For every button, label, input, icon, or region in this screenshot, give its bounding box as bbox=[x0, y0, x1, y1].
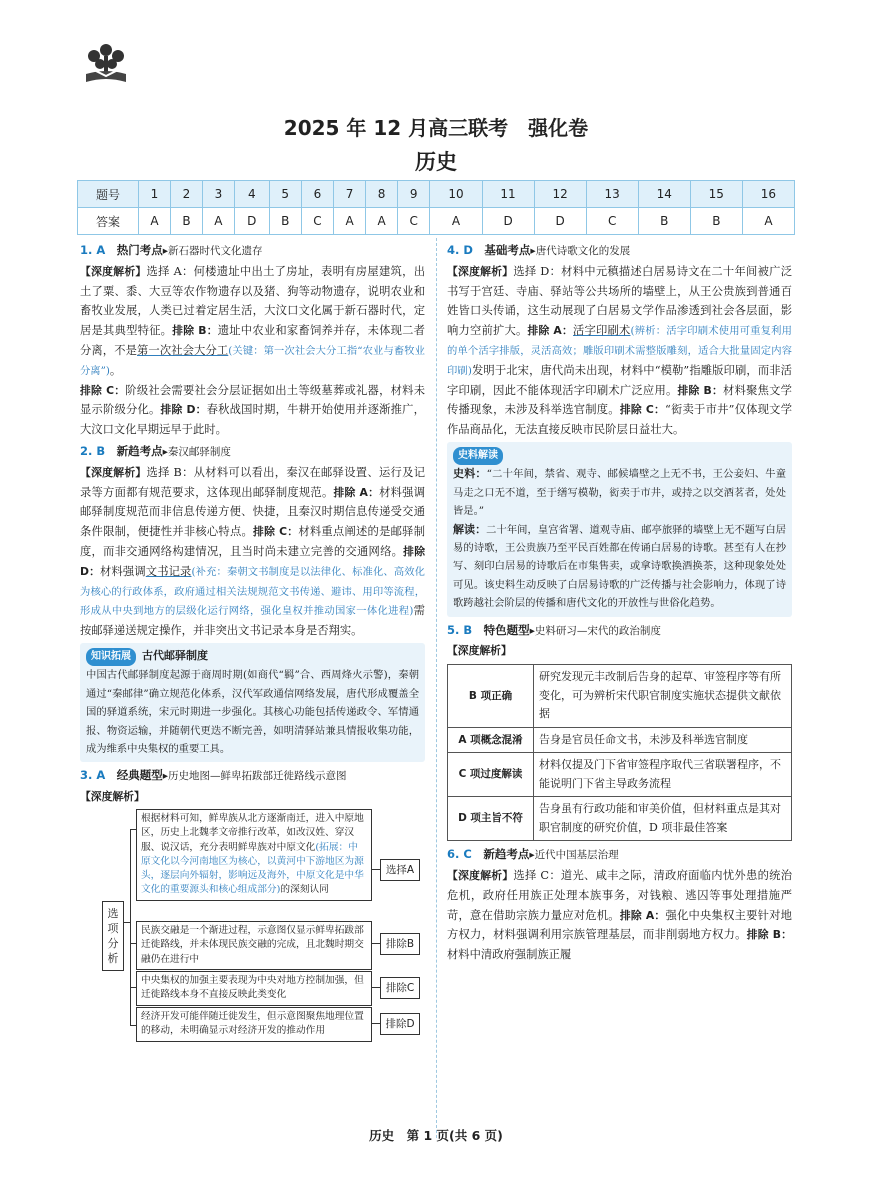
option-a-verdict: 选择A bbox=[380, 859, 420, 881]
table-row: C 项过度解读 材料仅提及门下省审签程序取代三省联署程序，不能说明门下省主导政务流程 bbox=[448, 753, 792, 797]
answer-cell: B bbox=[638, 208, 690, 235]
answer-cell: D bbox=[482, 208, 534, 235]
answer-cell: A bbox=[334, 208, 366, 235]
knowledge-extension-box: 知识拓展 古代邮驿制度 中国古代邮驿制度起源于商周时期(如商代“羁”合、西周烽火示警)，秦朝通过“秦邮律”确立规范化体系，汉代军政通信网络发展，唐代形成覆盖全国的驿道系统，宋元时期进一步强化。其核心功能包括传递政令、军情通报、物资运输，并随朝代更迭不断完善，如明清驿站兼具情报收集功能，成为维系中央集权的重要工具。 bbox=[80, 643, 425, 762]
option-d-box: 经济开发可能伴随迁徙发生，但示意图聚焦地理位置的移动，未明确显示对经济开发的推动作用 bbox=[136, 1007, 372, 1042]
right-column: 4. D 基础考点▸唐代诗歌文化的发展 【深度解析】选择 D：材料中元稹描述白居易诗文在二十年间被广泛书写于宫廷、寺庙、驿站等公共场所的墙壁上，从王公贵族到普通百姓皆口头传诵，这生动展现了白居易文学作品渗透到社会各层面，影响力空前扩大。排除 A：活字印刷术(辨析：活字印刷术使用可重复利用的单个活字排版，灵活高效；雕版印刷术需整版雕刻，适合大批量固定内容印刷)发明于北宋，唐代尚未出现，材料中“模勒”指雕版印刷，而非活字印刷，因此不能体现活字印刷术广泛应用。排除 B：材料聚焦文学传播现象，未涉及科举选官制度。排除 C：“衒卖于市井”仅体现文学作品商品化，无法直接反映市民阶层日益壮大。 史料解读 史料：“二十年间，禁省、观寺、邮候墙壁之上无不书，王公妾妇、牛童马走之口无不道，至于缮写模勒，衒卖于市井，或持之以交酒茗者，处处皆是。” 解读：二十年间，皇宫省署、道观寺庙、邮亭旅驿的墙壁上无不题写白居易的诗歌，王公贵族乃至平民百姓都在传诵白居易的诗歌。甚至有人在抄写、刻印白居易的诗歌后在市集售卖，或拿诗歌换酒换茶，这种现象处处可见。该史料生动反映了白居易诗歌的广泛传播与社会影响力，体现了诗歌跨越社会阶层的传播和唐代文化的开放性与世俗化趋势。 5. B 特色题型▸史料研习—宋代的政治制度 【深度解析】 B 项正确 研究发现元丰改制后告身的起草、审签程序等有所变化，可为辨析宋代职官制度实施状态提供文献依据 A 项概念混淆 告身是官员任命文书，未涉及科举选官制度 C 项过度解读 材料仅提及门下省审签程序取代三省联署程序，不能说明门下省主导政务流程 D 项主旨不符 告身虽有行政功能和审美价值，但材料重点是其对职官制度的研究价值，D 项非最佳答案 6. C 新趋考点▸近代中国基层治理 【深度解析】选择 C：道光、咸丰之际，清政府面临内忧外患的统治危机，政府任用族正处理本族事务，对钱粮、逃囚等事处理措施严苛，意在借助宗族力量应对危机。排除 A：强化中央集权主要针对地方权力，材料强调利用宗族管理基层，而非削弱地方权力。排除 B：材料中清政府强制族正履 bbox=[447, 240, 792, 965]
question-number-cell: 8 bbox=[366, 181, 398, 208]
answer-cell: B bbox=[170, 208, 202, 235]
question-number-cell: 16 bbox=[742, 181, 794, 208]
answer-cell: A bbox=[202, 208, 234, 235]
knowledge-extension-label: 知识拓展 bbox=[86, 648, 136, 666]
option-d-verdict: 排除D bbox=[380, 1013, 420, 1035]
page-footer: 历史 第 1 页(共 6 页) bbox=[369, 1128, 503, 1143]
option-analysis-label: 选项分析 bbox=[102, 901, 124, 971]
option-b-verdict: 排除B bbox=[380, 933, 420, 955]
q6-heading: 6. C 新趋考点▸近代中国基层治理 bbox=[447, 847, 619, 862]
q3-option-analysis-diagram bbox=[80, 809, 425, 1041]
q1-heading: 1. A 热门考点▸新石器时代文化遗存 bbox=[80, 243, 263, 257]
question-number-cell: 11 bbox=[482, 181, 534, 208]
publisher-logo-icon bbox=[80, 40, 132, 88]
exam-title: 2025 年 12 月高三联考 强化卷 bbox=[283, 116, 589, 140]
answer-cell: D bbox=[534, 208, 586, 235]
q3-heading: 3. A 经典题型▸历史地图—鲜卑拓跋部迁徙路线示意图 bbox=[80, 768, 347, 783]
answer-cell: A bbox=[742, 208, 794, 235]
q1-analysis: 【深度解析】选择 A：何楼遗址中出土了房址，表明有房屋建筑，出土了粟、黍、大豆等农作物遗存以及猪、狗等动物遗存，说明农业和畜牧业发展，人类已过着定居生活，大汶口文化属于新石器时代，定居是其典型特征。排除 B：遗址中农业和家畜饲养并存，未体现二者分离，不是第一次社会大分工(关键：第一次社会大分工指“农业与畜牧业分离”)。 排除 C：阶级社会需要社会分层证据如出土等级墓葬或礼器，材料未显示阶级分化。排除 D：春秋战国时期，牛耕开始使用并逐渐推广，大汶口文化早期远早于此时。 bbox=[80, 264, 425, 437]
table-row: A 项概念混淆 告身是官员任命文书，未涉及科举选官制度 bbox=[448, 727, 792, 753]
question-number-cell: 1 bbox=[139, 181, 171, 208]
q2-heading: 2. B 新趋考点▸秦汉邮驿制度 bbox=[80, 443, 231, 458]
question-number-cell: 9 bbox=[398, 181, 430, 208]
option-b-box: 民族交融是一个渐进过程，示意图仅显示鲜卑拓跋部迁徙路线，并未体现民族交融的完成，且北魏时期交融仍在进行中 bbox=[136, 921, 372, 970]
answer-cell: C bbox=[398, 208, 430, 235]
answer-cell: A bbox=[366, 208, 398, 235]
question-number-cell: 7 bbox=[334, 181, 366, 208]
question-number-cell: 14 bbox=[638, 181, 690, 208]
option-c-verdict: 排除C bbox=[380, 977, 420, 999]
q2-analysis: 【深度解析】选择 B：从材料可以看出，秦汉在邮驿设置、运行及记录等方面都有规范要求，这体现出邮驿制度规范。排除 A：材料强调邮驿制度规范而非信息传递方便、快捷，且秦汉时期信息传递受交通条件限制，便捷性并非核心特点。排除 C：材料重点阐述的是邮驿制度，而非交通网络构建情况，且当时尚未建立完善的交通网络。排除 D：材料强调文书记录(补充：秦朝文书制度是以法律化、标准化、高效化为核心的行政体系，政府通过相关法规规范文书传递、避讳、用印等流程，形成从中央到地方的层级化运行网络，强化皇权并推动国家一体化进程)需按邮驿递送规定操作，并非突出文书记录本身是否翔实。 bbox=[80, 465, 425, 638]
option-a-box: 根据材料可知，鲜卑族从北方逐渐南迁，进入中原地区，历史上北魏孝文帝推行改革，如改汉姓、穿汉服、说汉话，充分表明鲜卑族对中原文化(拓展：中原文化以今河南地区为核心，以黄河中下游地区为源头，逐层向外辐射，影响远及海外，中原文化是中华文化的重要源头和核心组成部分)的深刻认同 bbox=[136, 809, 372, 901]
q5-options-table bbox=[447, 664, 792, 841]
left-column: 1. A 热门考点▸新石器时代文化遗存 【深度解析】选择 A：何楼遗址中出土了房址，表明有房屋建筑，出土了粟、黍、大豆等农作物遗存以及猪、狗等动物遗存，说明农业和畜牧业发展，人类已过着定居生活，大汶口文化属于新石器时代，定居是其典型特征。排除 B：遗址中农业和家畜饲养并存，未体现二者分离，不是第一次社会大分工(关键：第一次社会大分工指“农业与畜牧业分离”)。 排除 C：阶级社会需要社会分层证据如出土等级墓葬或礼器，材料未显示阶级分化。排除 D：春秋战国时期，牛耕开始使用并逐渐推广，大汶口文化早期远早于此时。 2. B 新趋考点▸秦汉邮驿制度 【深度解析】选择 B：从材料可以看出，秦汉在邮驿设置、运行及记录等方面都有规范要求，这体现出邮驿制度规范。排除 A：材料强调邮驿制度规范而非信息传递方便、快捷，且秦汉时期信息传递受交通条件限制，便捷性并非核心特点。排除 C：材料重点阐述的是邮驿制度，而非交通网络构建情况，且当时尚未建立完善的交通网络。排除 D：材料强调文书记录(补充：秦朝文书制度是以法律化、标准化、高效化为核心的行政体系，政府通过相关法规规范文书传递、避讳、用印等流程，形成从中央到地方的层级化运行网络，强化皇权并推动国家一体化进程)需按邮驿递送规定操作，并非突出文书记录本身是否翔实。 知识拓展 古代邮驿制度 中国古代邮驿制度起源于商周时期(如商代“羁”合、西周烽火示警)，秦朝通过“秦邮律”确立规范化体系，汉代军政通信网络发展，唐代形成覆盖全国的驿道系统，宋元时期进一步强化。其核心功能包括传递政令、军情通报、物资运输，并随朝代更迭不断完善，如明清驿站兼具情报收集功能，成为维系中央集权的重要工具。 3. A 经典题型▸历史地图—鲜卑拓跋部迁徙路线示意图 【深度解析】 选项分析 根据材料可知，鲜卑族从北方逐渐南迁，进入中原地区，历史上北魏孝文帝推行改革，如改汉姓、穿汉服、说汉话，充分表明鲜卑族对中原文化(拓展：中原文化以今河南地区为核心，以黄河中下游地区为源头，逐层向外辐射，影响远及海外，中原文化是中华文化的重要源头和核心组成部分)的深刻认同 民族交融是一个渐进过程，示意图仅显示鲜卑拓跋部迁徙路线，并未体现民族交融的完成，且北魏时期交融仍在进行中 中央集权的加强主要表现为中央对地方控制加强，但迁徙路线本身不直接反映此类变化 经济开发可能伴随迁徙发生，但示意图聚焦地理位置的移动，未明确显示对经济开发的推动作用 选择A 排除B 排除C 排除D bbox=[80, 240, 425, 1041]
answer-cell: A bbox=[139, 208, 171, 235]
question-number-cell: 4 bbox=[234, 181, 269, 208]
q4-heading: 4. D 基础考点▸唐代诗歌文化的发展 bbox=[447, 243, 631, 257]
answer-table-answer-label: 答案 bbox=[78, 208, 139, 235]
answer-cell: C bbox=[301, 208, 333, 235]
question-number-cell: 12 bbox=[534, 181, 586, 208]
answer-cell: B bbox=[269, 208, 301, 235]
answer-table-header-label: 题号 bbox=[78, 181, 139, 208]
table-row: D 项主旨不符 告身虽有行政功能和审美价值，但材料重点是其对职官制度的研究价值，D 项非最佳答案 bbox=[448, 797, 792, 841]
q4-analysis: 【深度解析】选择 D：材料中元稹描述白居易诗文在二十年间被广泛书写于宫廷、寺庙、驿站等公共场所的墙壁上，从王公贵族到普通百姓皆口头传诵，这生动展现了白居易文学作品渗透到社会各层面，影响力空前扩大。排除 A：活字印刷术(辨析：活字印刷术使用可重复利用的单个活字排版，灵活高效；雕版印刷术需整版雕刻，适合大批量固定内容印刷)发明于北宋，唐代尚未出现，材料中“模勒”指雕版印刷，而非活字印刷，因此不能体现活字印刷术广泛应用。排除 B：材料聚焦文学传播现象，未涉及科举选官制度。排除 C：“衒卖于市井”仅体现文学作品商品化，无法直接反映市民阶层日益壮大。 bbox=[447, 264, 792, 437]
subject-title: 历史 bbox=[415, 150, 457, 174]
question-number-cell: 2 bbox=[170, 181, 202, 208]
q5-heading: 5. B 特色题型▸史料研习—宋代的政治制度 bbox=[447, 622, 661, 637]
q6-analysis: 【深度解析】选择 C：道光、咸丰之际，清政府面临内忧外患的统治危机，政府任用族正处理本族事务，对钱粮、逃囚等事处理措施严苛，意在借助宗族力量应对危机。排除 A：强化中央集权主要针对地方权力，材料强调利用宗族管理基层，而非削弱地方权力。排除 B：材料中清政府强制族正履 bbox=[447, 869, 792, 962]
source-interpretation-label: 史料解读 bbox=[453, 447, 503, 465]
question-number-cell: 6 bbox=[301, 181, 333, 208]
question-number-cell: 13 bbox=[586, 181, 638, 208]
question-number-cell: 5 bbox=[269, 181, 301, 208]
answer-table bbox=[77, 180, 795, 235]
answer-cell: A bbox=[430, 208, 482, 235]
answer-cell: C bbox=[586, 208, 638, 235]
column-divider bbox=[436, 238, 437, 1138]
answer-cell: B bbox=[690, 208, 742, 235]
source-interpretation-box: 史料解读 史料：“二十年间，禁省、观寺、邮候墙壁之上无不书，王公妾妇、牛童马走之口无不道，至于缮写模勒，衒卖于市井，或持之以交酒茗者，处处皆是。” 解读：二十年间，皇宫省署、道观寺庙、邮亭旅驿的墙壁上无不题写白居易的诗歌，王公贵族乃至平民百姓都在传诵白居易的诗歌。甚至有人在抄写、刻印白居易的诗歌后在市集售卖，或拿诗歌换酒换茶，这种现象处处可见。该史料生动反映了白居易诗歌的广泛传播与社会影响力，体现了诗歌跨越社会阶层的传播和唐代文化的开放性与世俗化趋势。 bbox=[447, 442, 792, 617]
question-number-cell: 10 bbox=[430, 181, 482, 208]
option-c-box: 中央集权的加强主要表现为中央对地方控制加强，但迁徙路线本身不直接反映此类变化 bbox=[136, 971, 372, 1006]
question-number-cell: 15 bbox=[690, 181, 742, 208]
answer-cell: D bbox=[234, 208, 269, 235]
table-row: B 项正确 研究发现元丰改制后告身的起草、审签程序等有所变化，可为辨析宋代职官制度实施状态提供文献依据 bbox=[448, 665, 792, 728]
question-number-cell: 3 bbox=[202, 181, 234, 208]
